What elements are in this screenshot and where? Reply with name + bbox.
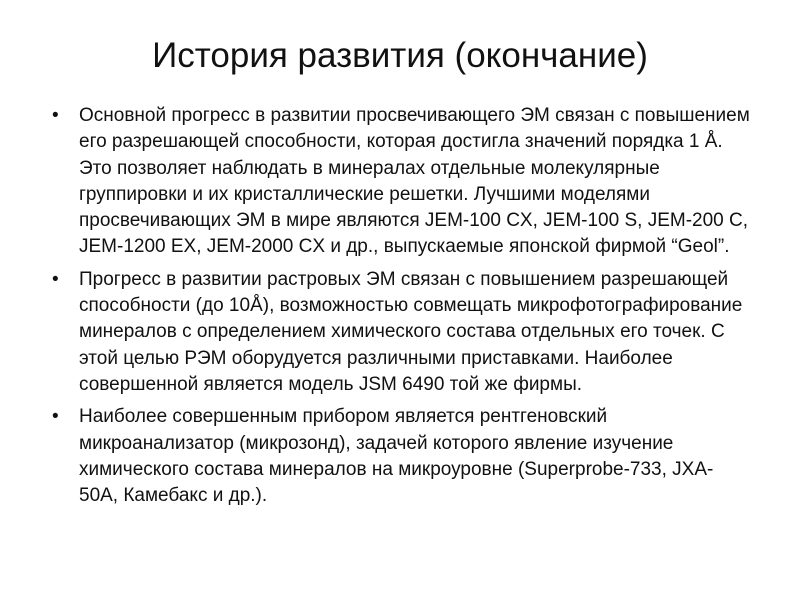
bullet-item bbox=[52, 404, 752, 509]
slide-title: История развития (окончание) bbox=[152, 36, 648, 75]
bullet-item bbox=[52, 267, 752, 398]
bullet-icon: • bbox=[52, 105, 59, 126]
bullet-text: Наиболее совершенным прибором является рентгеновский микроанализатор (микрозонд), задачей которого явление изучение химического состава минералов на микроуровне (Superprobe-733, JXA-50A, Камебакс и др.). bbox=[79, 406, 714, 507]
bullet-text: Основной прогресс в развитии просвечивающего ЭМ связан с повышением его разрешающей способности, которая достигла значений порядка 1 Å. Это позволяет наблюдать в минералах отдельные молекулярные группировки и их кристаллические решетки. Лучшими моделями просвечивающих ЭМ в мире являются JEM-100 CX, JEM-100 S, JEM-200 C, JEM-1200 EX, JEM-2000 CX и др., выпускаемые японской фирмой “Geol”. bbox=[79, 105, 750, 258]
bullet-text: Прогресс в развитии растровых ЭМ связан с повышением разрешающей способности (до 10Å), возможностью совмещать микрофотографирование минералов с определением химического состава отдельных его точек. С этой целью РЭМ оборудуется различными приставками. Наиболее совершенной является модель JSM 6490 той же фирмы. bbox=[79, 268, 743, 395]
bullet-item bbox=[52, 103, 752, 261]
bullet-icon: • bbox=[52, 268, 59, 290]
bullet-list bbox=[52, 103, 752, 515]
bullet-icon: • bbox=[52, 406, 59, 428]
